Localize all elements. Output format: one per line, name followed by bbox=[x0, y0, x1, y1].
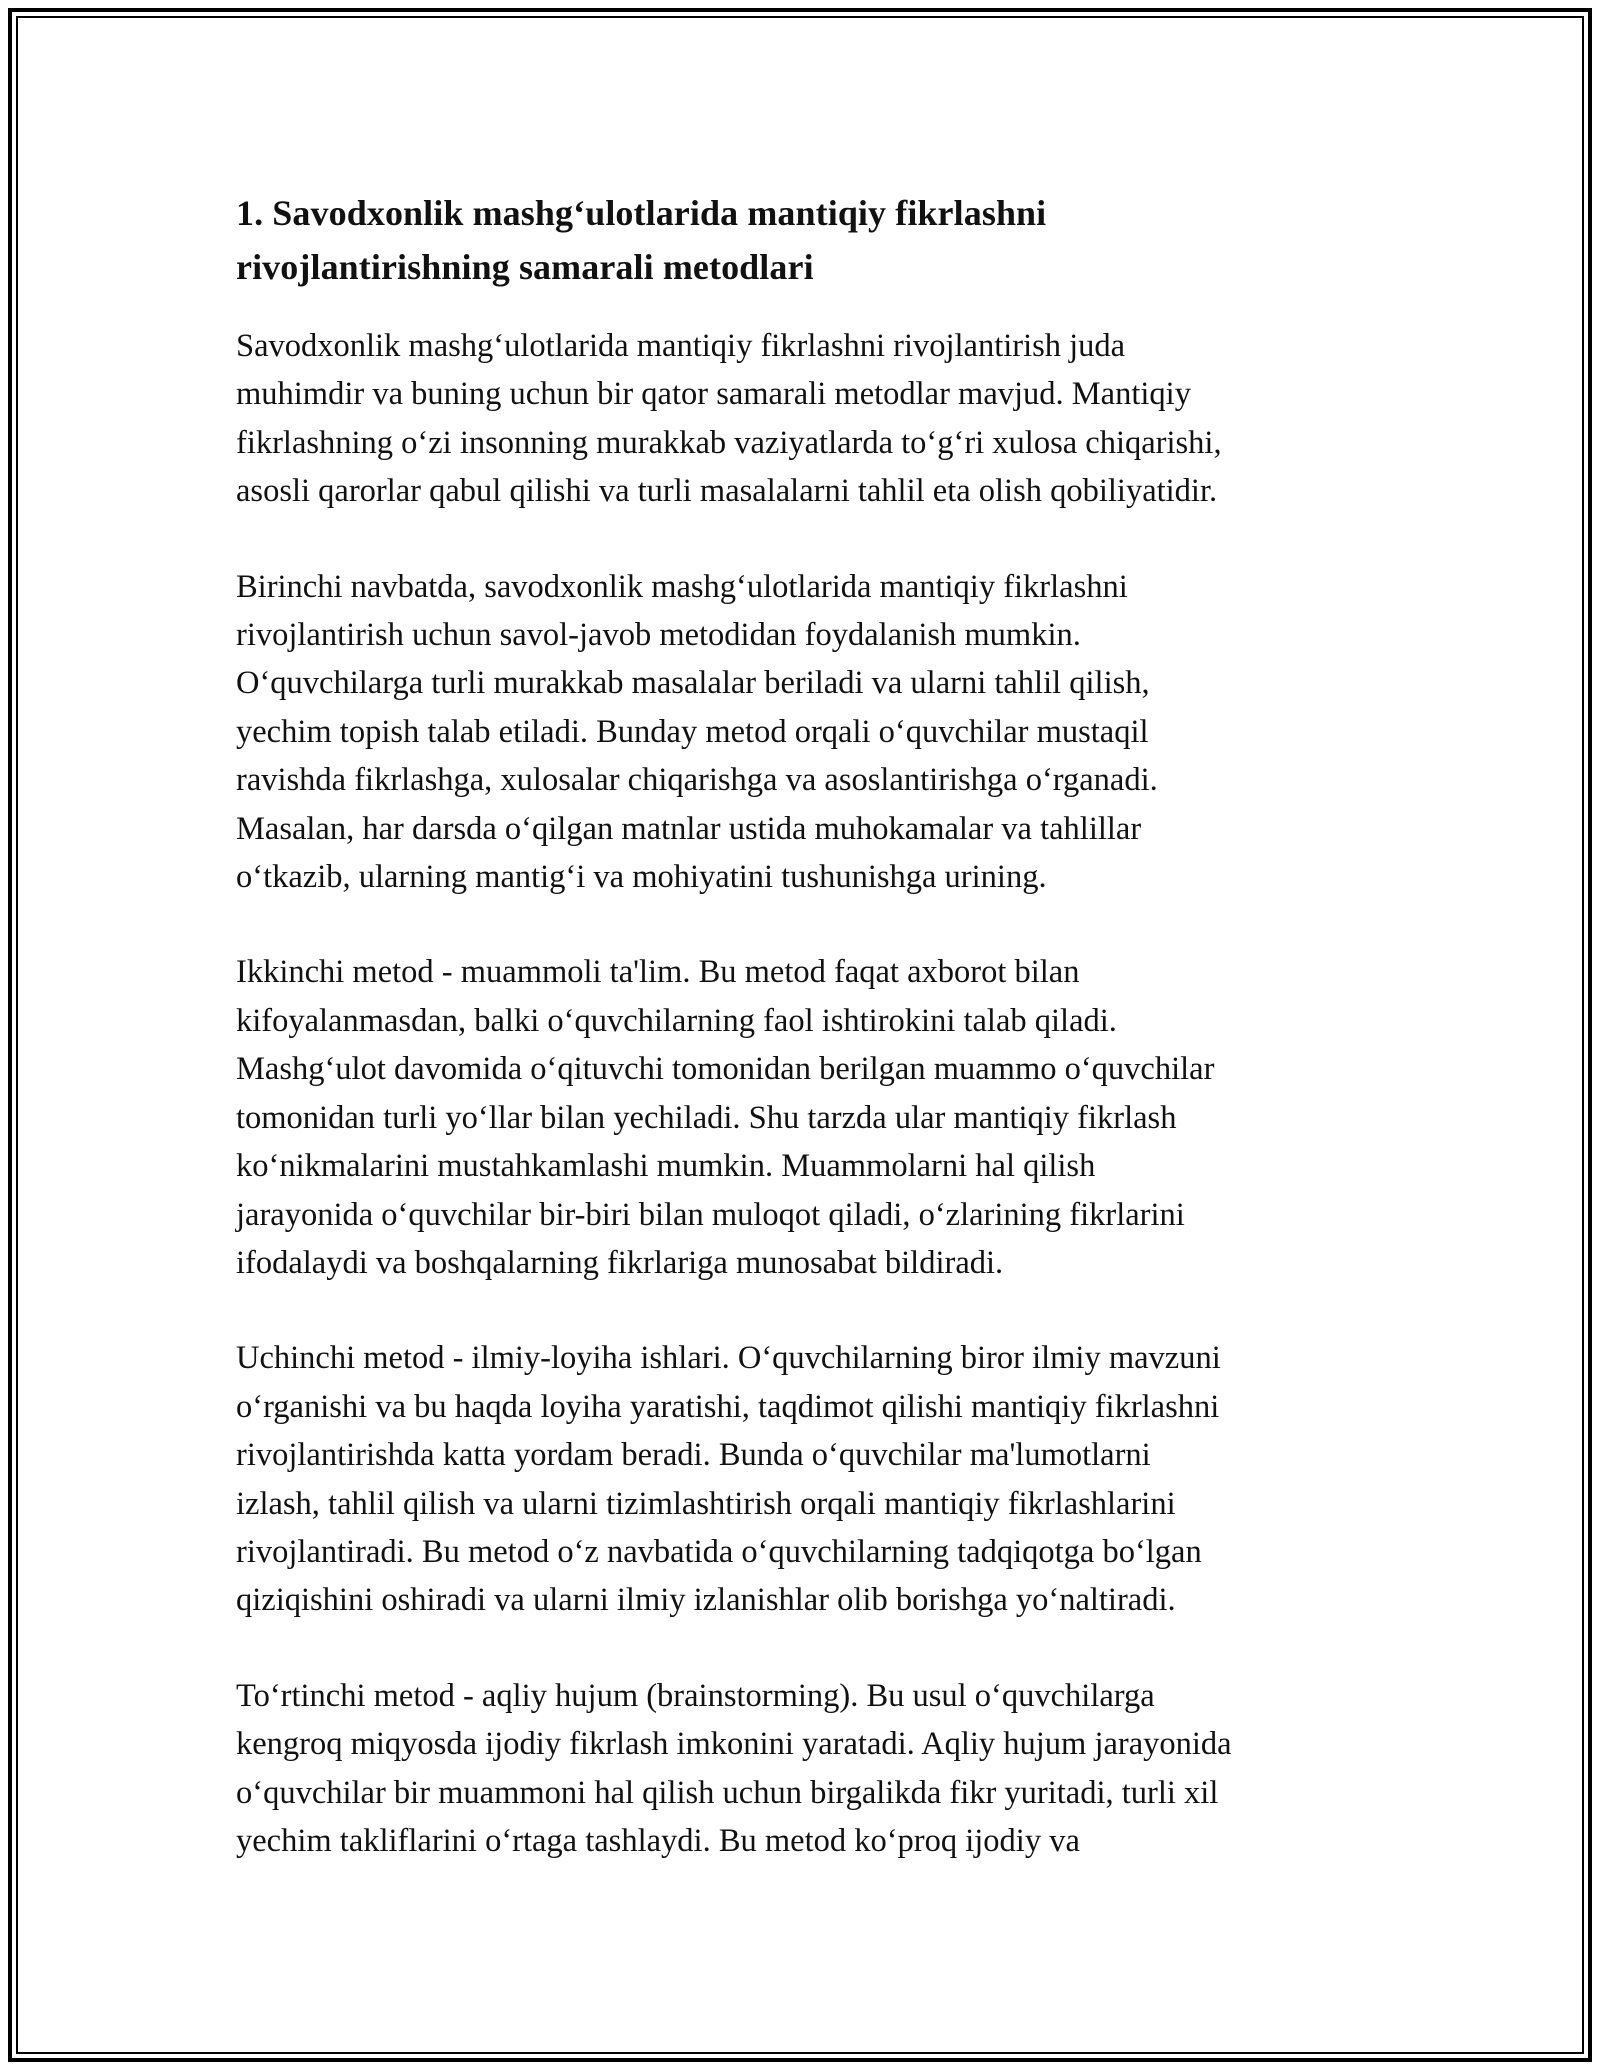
section-heading: 1. Savodxonlik mashg‘ulotlarida mantiqiy fikrlashni rivojlantirishning samarali metodlari bbox=[236, 193, 1047, 287]
document-body bbox=[236, 186, 1386, 1912]
paragraph-method-4: To‘rtinchi metod - aqliy hujum (brainstorming). Bu usul o‘quvchilarga kengroq miqyosda ijodiy fikrlash imkonini yaratadi. Aqliy hujum jarayonida o‘quvchilar bir muammoni hal qilish uchun birgalikda fikr yuritadi, turli xil yechim takliflarini o‘rtaga tashlaydi. Bu metod ko‘proq ijodiy va bbox=[236, 1677, 1232, 1859]
paragraph-method-2: Ikkinchi metod - muammoli ta'lim. Bu metod faqat axborot bilan kifoyalanmasdan, balki o‘quvchilarning faol ishtirokini talab qiladi. Mashg‘ulot davomida o‘qituvchi tomonidan berilgan muammo o‘quvchilar tomonidan turli yo‘llar bilan yechiladi. Shu tarzda ular mantiqiy fikrlash ko‘nikmalarini mustahkamlashi mumkin. Muammolarni hal qilish jarayonida o‘quvchilar bir-biri bilan muloqot qiladi, o‘zlarining fikrlarini ifodalaydi va boshqalarning fikrlariga munosabat bildiradi. bbox=[236, 954, 1215, 1281]
paragraph-method-3: Uchinchi metod - ilmiy-loyiha ishlari. O‘quvchilarning biror ilmiy mavzuni o‘rganishi va bu haqda loyiha yaratishi, taqdimot qilishi mantiqiy fikrlashni rivojlantirishda katta yordam beradi. Bunda o‘quvchilar ma'lumotlarni izlash, tahlil qilish va ularni tizimlashtirish orqali mantiqiy fikrlashlarini rivojlantiradi. Bu metod o‘z navbatida o‘quvchilarning tadqiqotga bo‘lgan qiziqishini oshiradi va ularni ilmiy izlanishlar olib borishga yo‘naltiradi. bbox=[236, 1340, 1221, 1619]
paragraph-intro: Savodxonlik mashg‘ulotlarida mantiqiy fikrlashni rivojlantirish juda muhimdir va buning uchun bir qator samarali metodlar mavjud. Mantiqiy fikrlashning o‘zi insonning murakkab vaziyatlarda to‘g‘ri xulosa chiqarishi, asosli qarorlar qabul qilishi va turli masalalarni tahlil eta olish qobiliyatidir. bbox=[236, 328, 1222, 510]
paragraph-method-1: Birinchi navbatda, savodxonlik mashg‘ulotlarida mantiqiy fikrlashni rivojlantirish uchun savol-javob metodidan foydalanish mumkin. O‘quvchilarga turli murakkab masalalar beriladi va ularni tahlil qilish, yechim topish talab etiladi. Bunday metod orqali o‘quvchilar mustaqil ravishda fikrlashga, xulosalar chiqarishga va asoslantirishga o‘rganadi. Masalan, har darsda o‘qilgan matnlar ustida muhokamalar va tahlillar o‘tkazib, ularning mantig‘i va mohiyatini tushunishga urining. bbox=[236, 568, 1158, 896]
